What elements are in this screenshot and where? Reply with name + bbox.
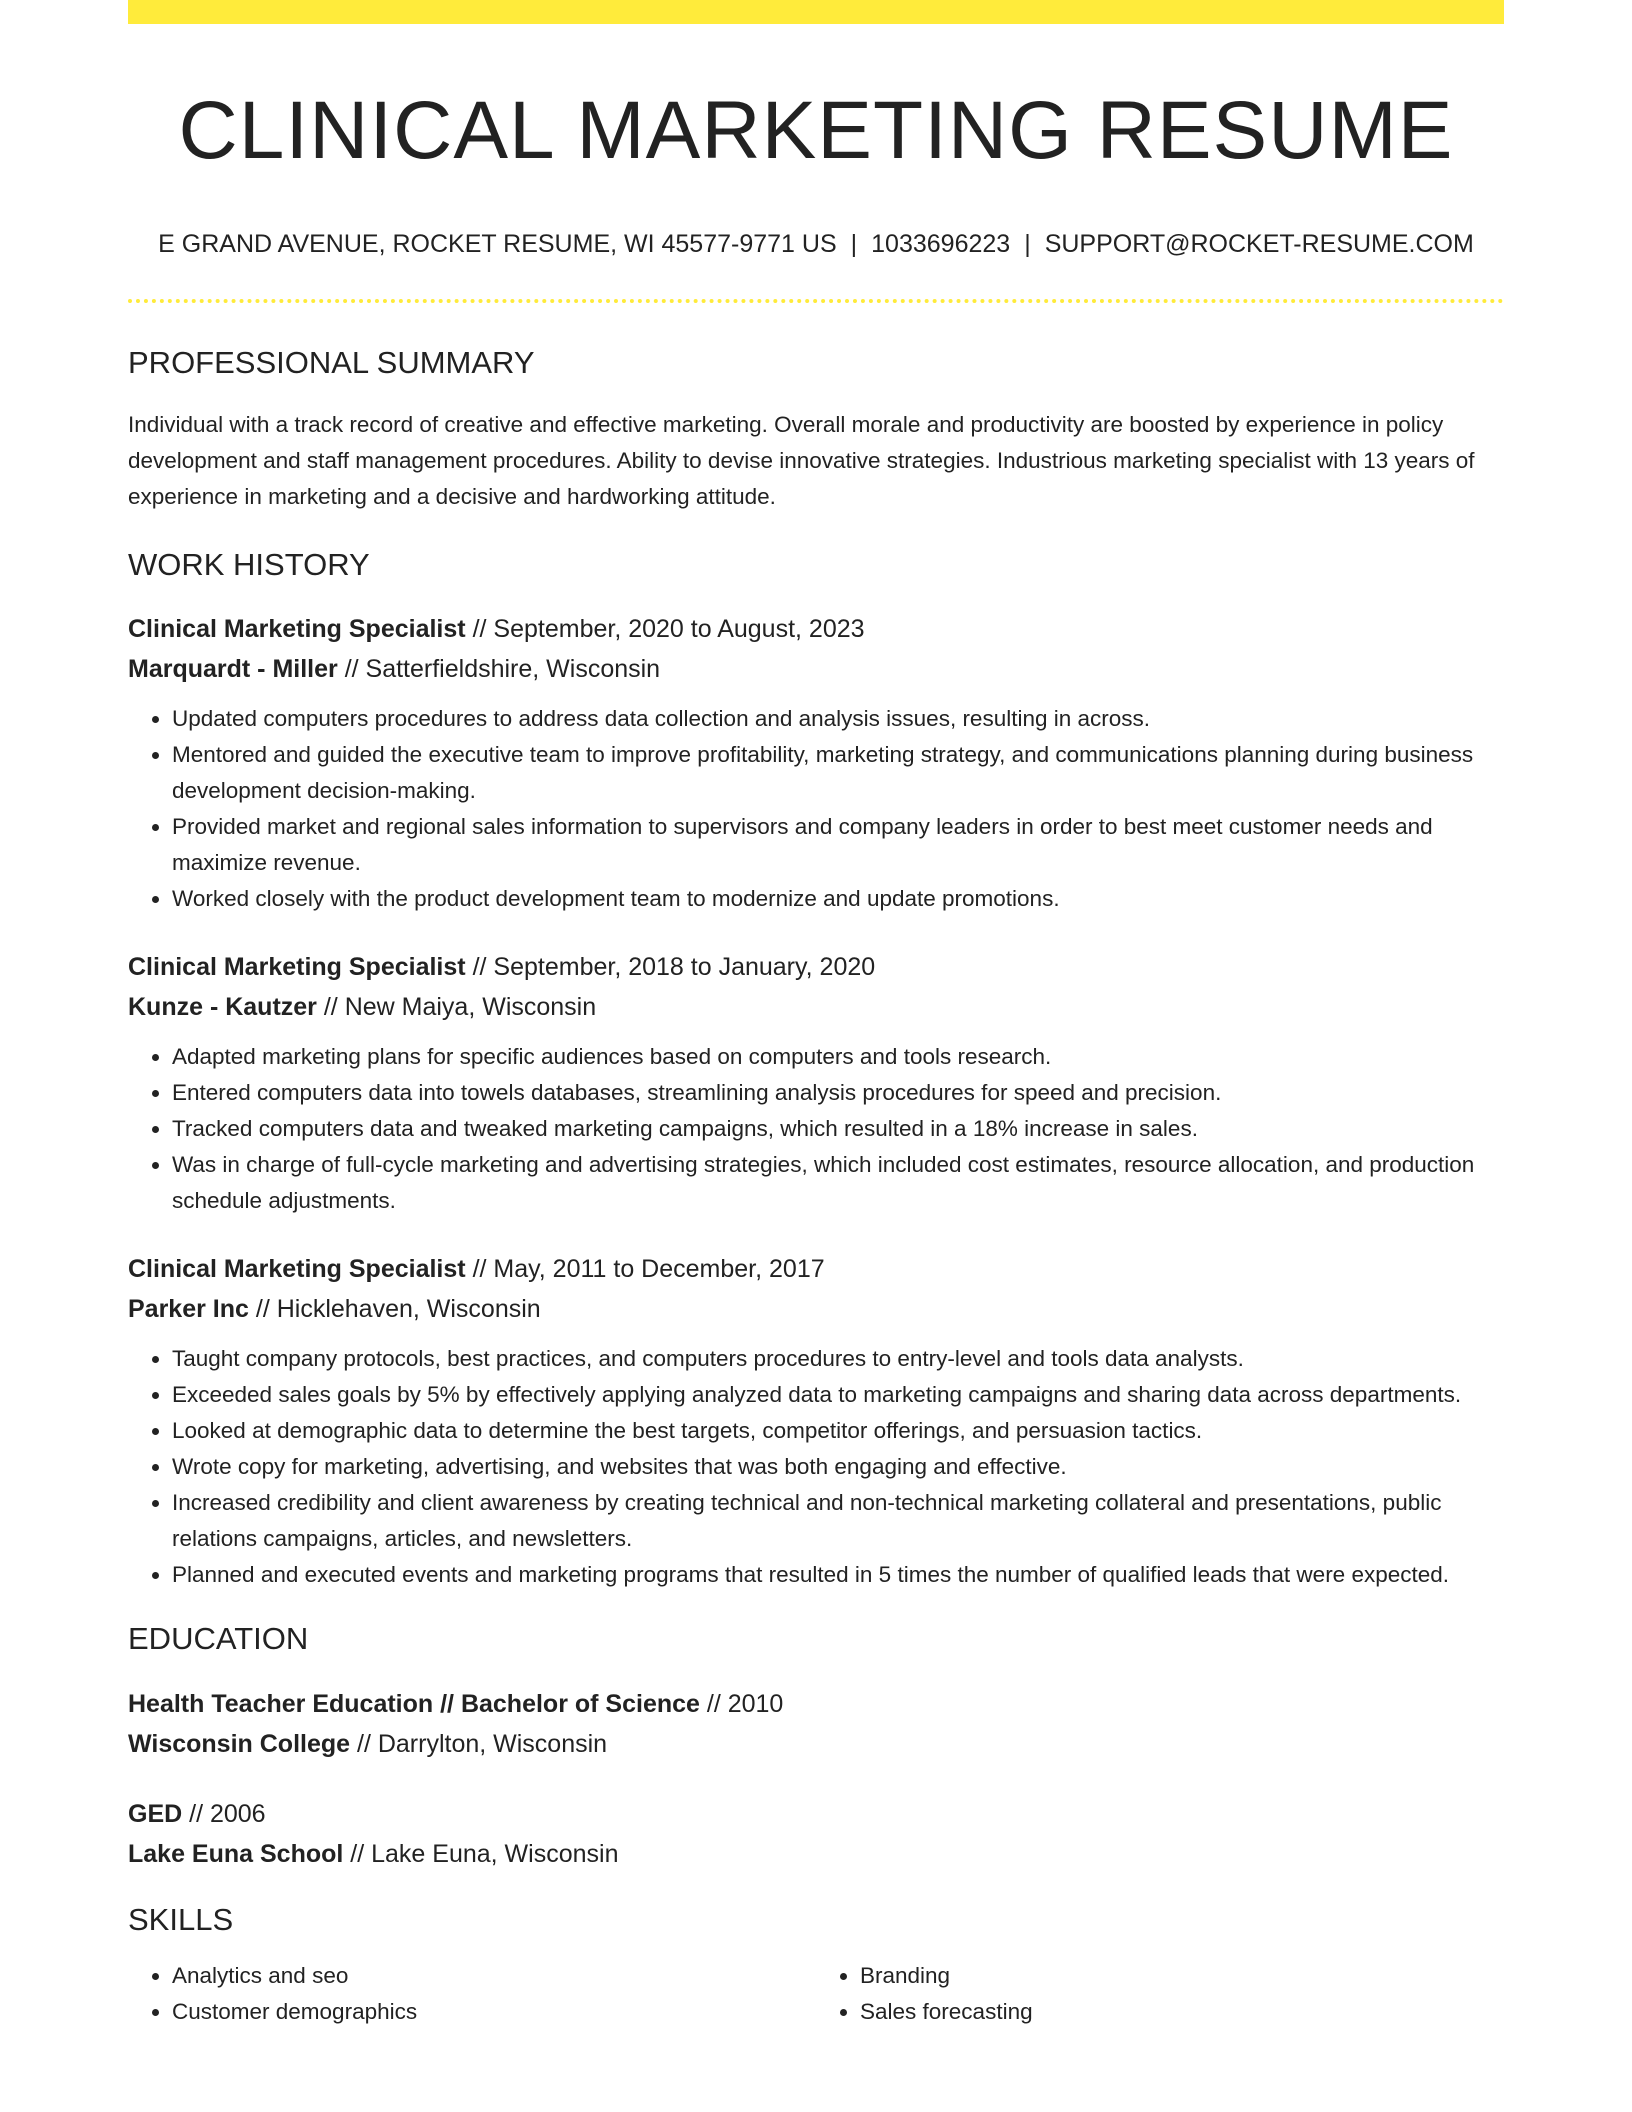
resume-page — [128, 0, 1504, 2030]
list-item: • Mentored and guided the executive team to improve profitability, marketing strategy, and communications planning during business development decision-making. — [172, 737, 1504, 809]
list-item: • Taught company protocols, best practices, and computers procedures to entry-level and tools data analysts. — [172, 1341, 1504, 1377]
education-entry — [128, 1684, 1504, 1764]
list-item: • Was in charge of full-cycle marketing and advertising strategies, which included cost estimates, resource allocation, and production schedule adjustments. — [172, 1147, 1504, 1219]
job-company: Marquardt - Miller — [128, 655, 338, 684]
education-school: Lake Euna School — [128, 1839, 344, 1868]
list-item: • Exceeded sales goals by 5% by effectively applying analyzed data to marketing campaigns and sharing data across departments. — [172, 1377, 1504, 1413]
job-location: // Hicklehaven, Wisconsin — [248, 1295, 541, 1324]
list-item: • Sales forecasting — [860, 1994, 1504, 2030]
accent-bar — [128, 0, 1504, 24]
job-entry — [128, 609, 1504, 917]
education-degree: Health Teacher Education // Bachelor of Science — [128, 1689, 700, 1718]
education-degree-line — [128, 1684, 1504, 1724]
job-bullets — [128, 701, 1504, 917]
list-item: • Provided market and regional sales information to supervisors and company leaders in order to best meet customer needs and maximize revenue. — [172, 809, 1504, 881]
list-item: • Branding — [860, 1958, 1504, 1994]
education-school: Wisconsin College — [128, 1729, 351, 1758]
contact-phone: 1033696223 — [871, 230, 1011, 259]
header-divider — [128, 299, 1504, 303]
education-school-line — [128, 1724, 1504, 1764]
job-role: Clinical Marketing Specialist — [128, 953, 466, 982]
summary-text: Individual with a track record of creative and effective marketing. Overall morale and productivity are boosted by experience in policy development and staff management procedures. Ability to devise innovative strategies. Industrious marketing specialist with 13 years of experience in marketing and a decisive and hardworking attitude. — [128, 412, 1475, 510]
contact-email: SUPPORT@ROCKET-RESUME.COM — [1044, 230, 1474, 259]
job-dates: // September, 2020 to August, 2023 — [465, 615, 865, 644]
summary-heading: PROFESSIONAL SUMMARY — [128, 344, 535, 380]
job-company-line — [128, 987, 1504, 1027]
contact-line — [128, 228, 1504, 261]
job-location: // Satterfieldshire, Wisconsin — [337, 655, 661, 684]
education-degree: GED — [128, 1799, 183, 1828]
skills-column-right — [816, 1958, 1504, 2030]
list-item: • Customer demographics — [172, 1994, 816, 2030]
contact-address: E GRAND AVENUE, ROCKET RESUME, WI 45577-9771 US — [158, 230, 837, 259]
education-school-line — [128, 1834, 1504, 1874]
job-company: Parker Inc — [128, 1295, 249, 1324]
job-bullets — [128, 1039, 1504, 1219]
skills-column-left — [128, 1958, 816, 2030]
job-title-line — [128, 609, 1504, 649]
job-role: Clinical Marketing Specialist — [128, 615, 466, 644]
contact-separator: | — [1024, 230, 1031, 259]
job-company-line — [128, 649, 1504, 689]
job-location: // New Maiya, Wisconsin — [316, 993, 597, 1022]
list-item: • Adapted marketing plans for specific audiences based on computers and tools research. — [172, 1039, 1504, 1075]
skills-heading: SKILLS — [128, 1901, 234, 1937]
education-year: // 2006 — [182, 1799, 266, 1828]
education-degree-line — [128, 1794, 1504, 1834]
list-item: • Analytics and seo — [172, 1958, 816, 1994]
job-company: Kunze - Kautzer — [128, 993, 317, 1022]
list-item: • Worked closely with the product development team to modernize and update promotions. — [172, 881, 1504, 917]
job-role: Clinical Marketing Specialist — [128, 1255, 466, 1284]
job-entry — [128, 1249, 1504, 1593]
education-location: // Lake Euna, Wisconsin — [343, 1839, 619, 1868]
list-item: • Wrote copy for marketing, advertising, and websites that was both engaging and effective. — [172, 1449, 1504, 1485]
list-item: • Updated computers procedures to address data collection and analysis issues, resulting in across. — [172, 701, 1504, 737]
job-dates: // May, 2011 to December, 2017 — [465, 1255, 825, 1284]
resume-title: CLINICAL MARKETING RESUME — [178, 85, 1454, 176]
job-bullets — [128, 1341, 1504, 1593]
education-entry — [128, 1794, 1504, 1874]
skills-list — [128, 1958, 1504, 2030]
job-dates: // September, 2018 to January, 2020 — [465, 953, 876, 982]
education-year: // 2010 — [699, 1689, 784, 1718]
education-location: // Darrylton, Wisconsin — [350, 1729, 608, 1758]
list-item: • Entered computers data into towels databases, streamlining analysis procedures for speed and precision. — [172, 1075, 1504, 1111]
job-company-line — [128, 1289, 1504, 1329]
list-item: • Tracked computers data and tweaked marketing campaigns, which resulted in a 18% increase in sales. — [172, 1111, 1504, 1147]
list-item: • Planned and executed events and marketing programs that resulted in 5 times the number of qualified leads that were expected. — [172, 1557, 1504, 1593]
job-entry — [128, 947, 1504, 1219]
list-item: • Looked at demographic data to determine the best targets, competitor offerings, and persuasion tactics. — [172, 1413, 1504, 1449]
job-title-line — [128, 1249, 1504, 1289]
contact-separator: | — [850, 230, 858, 259]
education-heading: EDUCATION — [128, 1621, 309, 1657]
list-item: • Increased credibility and client awareness by creating technical and non-technical marketing collateral and presentations, public relations campaigns, articles, and newsletters. — [172, 1485, 1504, 1557]
work-history-heading: WORK HISTORY — [128, 547, 370, 583]
job-title-line — [128, 947, 1504, 987]
